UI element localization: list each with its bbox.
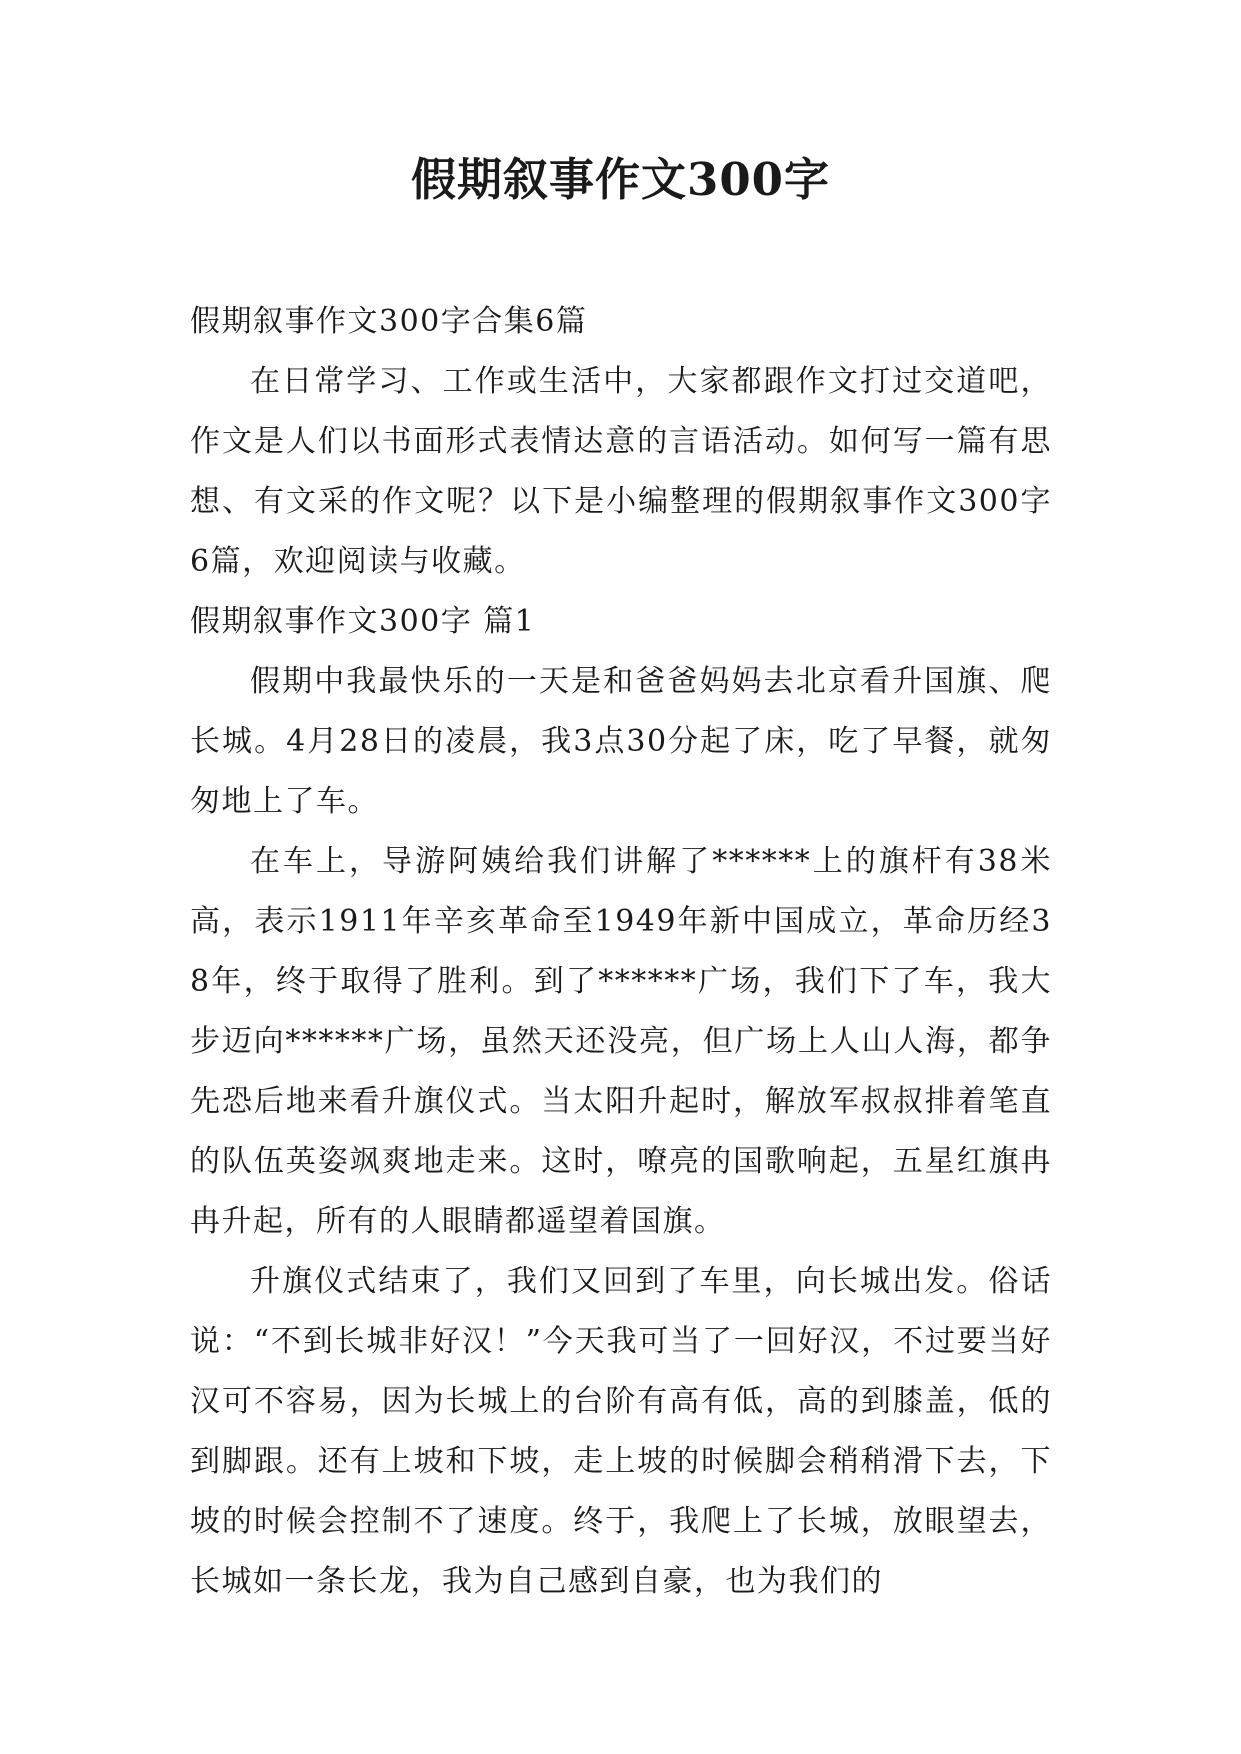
document-subtitle: 假期叙事作文300字合集6篇 (190, 304, 588, 339)
section-heading: 假期叙事作文300字 篇1 (190, 604, 536, 639)
intro-paragraph: 在日常学习、工作或生活中，大家都跟作文打过交道吧，作文是人们以书面形式表情达意的言语活动。如何写一篇有思想、有文采的作文呢？以下是小编整理的假期叙事作文300字6篇，欢迎阅读与收藏。 (190, 364, 1052, 579)
body-paragraph-2: 在车上，导游阿姨给我们讲解了******上的旗杆有38米高，表示1911年辛亥革命至1949年新中国成立，革命历经38年，终于取得了胜利。到了******广场，我们下了车，我大步迈向******广场，虽然天还没亮，但广场上人山人海，都争先恐后地来看升旗仪式。当太阳升起时，解放军叔叔排着笔直的队伍英姿飒爽地走来。这时，嘹亮的国歌响起，五星红旗冉冉升起，所有的人眼睛都遥望着国旗。 (190, 844, 1052, 1239)
document-title: 假期叙事作文300字 (411, 153, 830, 206)
body-paragraph-3: 升旗仪式结束了，我们又回到了车里，向长城出发。俗话说：“不到长城非好汉！”今天我可当了一回好汉，不过要当好汉可不容易，因为长城上的台阶有高有低，高的到膝盖，低的到脚跟。还有上坡和下坡，走上坡的时候脚会稍稍滑下去，下坡的时候会控制不了速度。终于，我爬上了长城，放眼望去，长城如一条长龙，我为自己感到自豪，也为我们的 (190, 1264, 1052, 1599)
document-body (190, 292, 1052, 1612)
body-paragraph-1: 假期中我最快乐的一天是和爸爸妈妈去北京看升国旗、爬长城。4月28日的凌晨，我3点30分起了床，吃了早餐，就匆匆地上了车。 (190, 664, 1052, 819)
